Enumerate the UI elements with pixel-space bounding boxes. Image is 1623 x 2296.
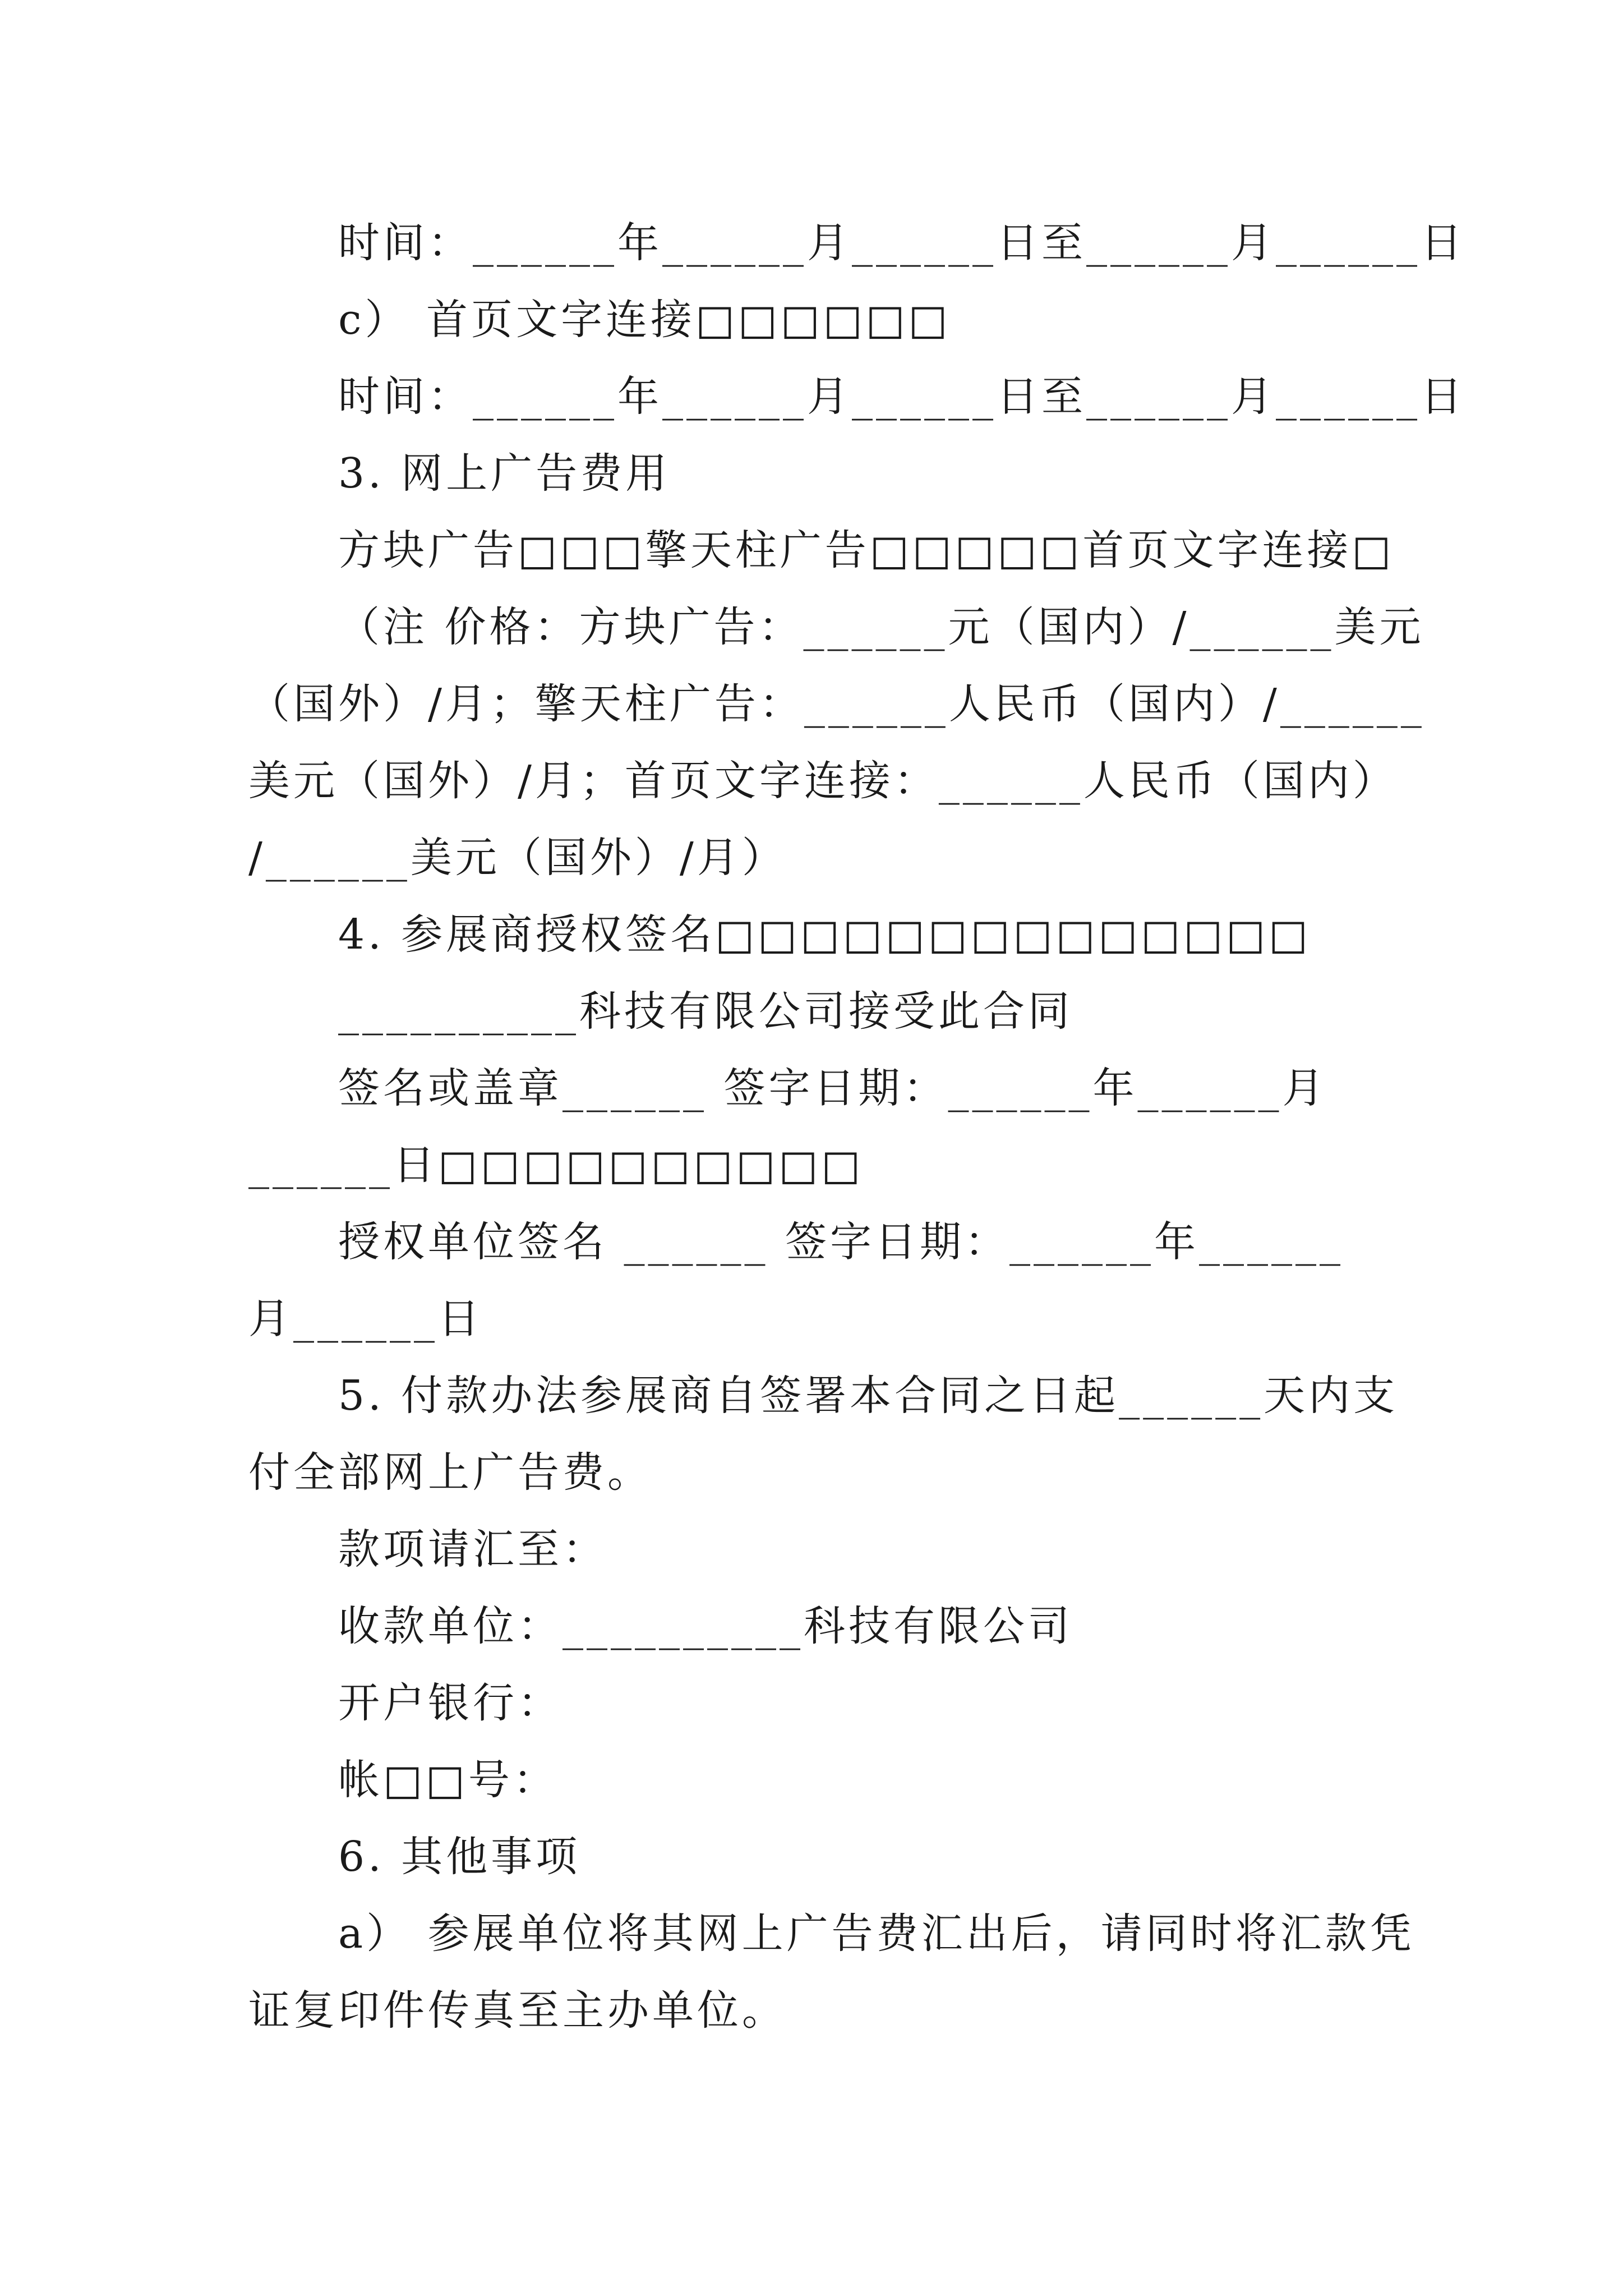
section-5-heading: 5. 付款办法参展商自签署本合同之日起______天内支 <box>338 1372 1399 1420</box>
section-3-heading: 3. 网上广告费用 <box>338 449 671 498</box>
price-note-line-4: /______美元（国外）/月） <box>248 834 787 882</box>
account-line: 帐□□号： <box>338 1756 558 1804</box>
item-a-remittance-note-cont: 证复印件传真至主办单位。 <box>248 1986 787 2035</box>
bank-line: 开户银行： <box>338 1679 562 1727</box>
ad-type-options: 方块广告□□□擎天柱广告□□□□□首页文字连接□ <box>338 526 1395 574</box>
time-line-c: 时间：______年______月______日至______月______日 <box>338 372 1465 421</box>
item-a-remittance-note: a） 参展单位将其网上广告费汇出后，请同时将汇款凭 <box>338 1910 1415 1958</box>
time-line-b: 时间：______年______月______日至______月______日 <box>338 219 1465 267</box>
signature-line-2-cont: 月______日 <box>248 1295 483 1343</box>
signature-line-1-cont: ______日□□□□□□□□□□ <box>248 1141 864 1189</box>
section-6-heading: 6. 其他事项 <box>338 1833 581 1881</box>
item-c-homepage-text-link: c） 首页文字连接□□□□□□ <box>338 296 951 344</box>
price-note-line-3: 美元（国外）/月；首页文字连接：______人民币（国内） <box>248 757 1398 805</box>
price-note-line-1: （注 价格：方块广告：______元（国内）/______美元 <box>338 603 1424 651</box>
price-note-line-2: （国外）/月；擎天柱广告：______人民币（国内）/______ <box>248 680 1425 728</box>
company-accepts-contract: __________科技有限公司接受此合同 <box>338 987 1073 1036</box>
section-4-heading: 4. 参展商授权签名□□□□□□□□□□□□□□ <box>338 910 1311 959</box>
remit-to-label: 款项请汇至： <box>338 1525 607 1573</box>
payee-line: 收款单位：__________科技有限公司 <box>338 1602 1073 1650</box>
signature-line-2: 授权单位签名 ______ 签字日期：______年______ <box>338 1218 1344 1266</box>
section-5-cont: 付全部网上广告费。 <box>248 1448 652 1497</box>
signature-line-1: 签名或盖章______ 签字日期：______年______月 <box>338 1064 1327 1112</box>
